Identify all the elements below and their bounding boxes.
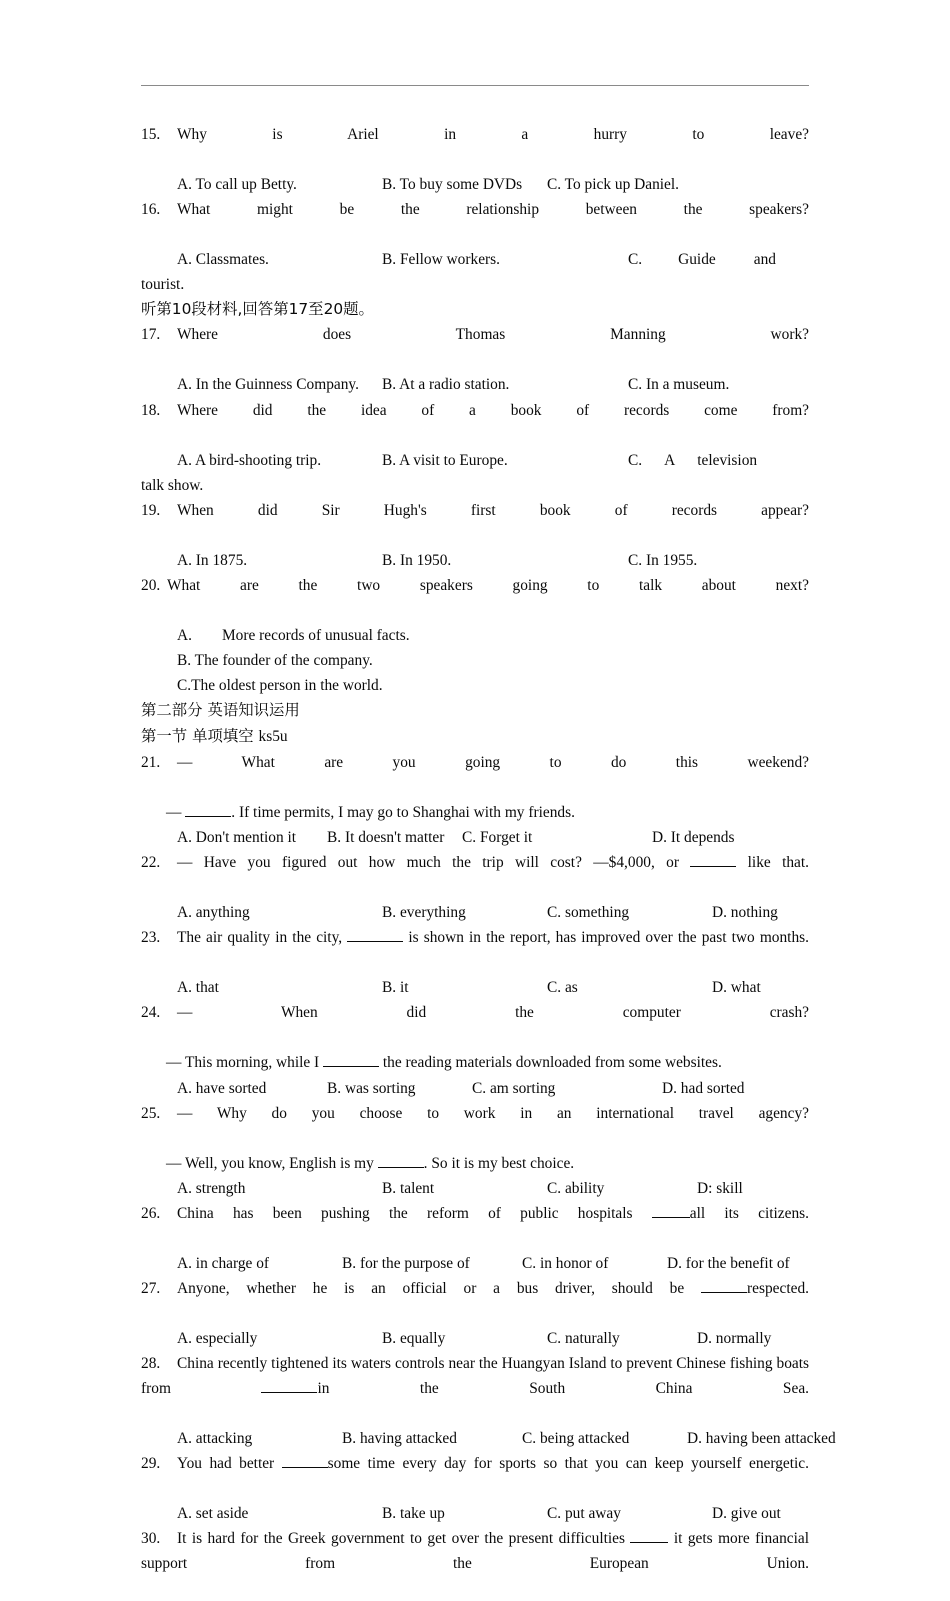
option-c-word2[interactable]: television (697, 451, 758, 469)
option-c[interactable]: C. naturally (547, 1329, 620, 1347)
question-20-option-a[interactable] (141, 623, 809, 648)
option-d[interactable]: D. had sorted (662, 1079, 745, 1097)
document-body (141, 122, 836, 1601)
option-b[interactable]: B. Fellow workers. (382, 251, 500, 269)
answer-blank[interactable] (185, 816, 231, 817)
question-16-option-c-overflow: tourist. (141, 276, 185, 294)
question-30-post: it gets more financial support from the European Union. (141, 1530, 809, 1573)
question-28-stem (141, 1351, 809, 1426)
option-c[interactable]: C. Forget it (462, 829, 533, 847)
option-d[interactable]: D. give out (712, 1505, 781, 1523)
question-24-text: — When did the computer crash? (177, 1004, 809, 1022)
option-a[interactable]: A. Classmates. (177, 251, 269, 269)
question-25-number: 25. (141, 1104, 161, 1122)
question-25-text: — Why do you choose to work in an international travel agency? (177, 1104, 809, 1122)
option-d[interactable]: D. what (712, 979, 761, 997)
option-c[interactable]: C. being attacked (522, 1430, 630, 1448)
question-17-options (141, 372, 809, 397)
option-b[interactable]: B. In 1950. (382, 551, 452, 569)
option-c[interactable]: C. In a museum. (628, 376, 730, 394)
option-b[interactable]: B. To buy some DVDs (382, 176, 523, 194)
option-c[interactable]: C. in honor of (522, 1254, 609, 1272)
section-one-heading (141, 724, 809, 750)
question-24-number: 24. (141, 1004, 161, 1022)
answer-blank[interactable] (690, 866, 736, 867)
answer-blank[interactable] (282, 1467, 328, 1468)
question-22-options (141, 900, 809, 925)
question-23-stem (141, 925, 809, 975)
question-22-number: 22. (141, 854, 161, 872)
question-29-stem (141, 1451, 809, 1501)
option-a-label: A. (177, 626, 192, 644)
question-23-number: 23. (141, 929, 161, 947)
question-29-pre: You had better (177, 1455, 282, 1473)
question-16-stem (141, 197, 809, 247)
option-b[interactable]: B. everything (382, 904, 466, 922)
question-20-number: 20. (141, 576, 161, 594)
question-19-options (141, 548, 809, 573)
option-a-text: More records of unusual facts. (221, 626, 410, 644)
option-b[interactable]: B. for the purpose of (342, 1254, 470, 1272)
option-d[interactable]: D. for the benefit of (667, 1254, 790, 1272)
question-20-text: What are the two speakers going to talk about next? (167, 576, 809, 594)
question-21-line2-post: . If time permits, I may go to Shanghai with my friends. (231, 803, 575, 821)
section-one-heading-cn: 第一节 单项填空 (141, 726, 259, 745)
option-c[interactable]: C. In 1955. (628, 551, 698, 569)
option-a[interactable]: A. In 1875. (177, 551, 248, 569)
option-c[interactable]: C. am sorting (472, 1079, 556, 1097)
option-b[interactable]: B. having attacked (342, 1430, 457, 1448)
option-a[interactable]: A. Don't mention it (177, 829, 297, 847)
question-18-option-c-overflow: talk show. (141, 476, 204, 494)
question-18-options (141, 448, 809, 473)
question-29-number: 29. (141, 1455, 161, 1473)
question-30-pre: It is hard for the Greek government to get over the present difficulties (177, 1530, 631, 1548)
question-27-number: 27. (141, 1279, 161, 1297)
question-17-text: Where does Thomas Manning work? (177, 326, 809, 344)
question-19-number: 19. (141, 501, 161, 519)
option-b[interactable]: B. It doesn't matter (327, 829, 445, 847)
question-26-options (141, 1251, 809, 1276)
question-15-stem (141, 122, 809, 172)
question-24-line1 (141, 1000, 809, 1050)
question-26-pre: China has been pushing the reform of public hospitals (177, 1204, 652, 1222)
option-a[interactable]: A. in charge of (177, 1254, 270, 1272)
question-23-post: is shown in the report, has improved over the past two months. (403, 929, 809, 947)
option-a[interactable]: A. A bird-shooting trip. (177, 451, 322, 469)
option-b[interactable]: B. was sorting (327, 1079, 416, 1097)
option-a[interactable]: A. have sorted (177, 1079, 267, 1097)
answer-blank[interactable] (630, 1542, 668, 1543)
option-c[interactable]: C. as (547, 979, 578, 997)
question-28-number: 28. (141, 1355, 161, 1373)
option-d[interactable]: D. normally (697, 1329, 772, 1347)
option-b[interactable]: B. equally (382, 1329, 446, 1347)
option-d[interactable]: D. It depends (652, 829, 735, 847)
question-27-options (141, 1326, 809, 1351)
question-29-options (141, 1501, 809, 1526)
question-21-line2 (141, 800, 809, 825)
section-one-tag: ks5u (258, 727, 288, 745)
question-22-stem (141, 850, 809, 900)
question-15-text: Why is Ariel in a hurry to leave? (177, 126, 809, 143)
answer-blank[interactable] (323, 1066, 379, 1067)
option-a[interactable]: A. set aside (177, 1505, 249, 1523)
header-rule (141, 85, 809, 86)
question-16-options (141, 247, 809, 272)
question-18-text: Where did the idea of a book of records come from? (177, 401, 809, 419)
answer-blank[interactable] (701, 1292, 747, 1293)
question-25-line2 (141, 1151, 809, 1176)
option-a[interactable]: A. anything (177, 904, 250, 922)
question-28-post: in the South China Sea. (317, 1380, 810, 1398)
option-c[interactable]: C. ability (547, 1179, 605, 1197)
option-a[interactable]: A. To call up Betty. (177, 176, 297, 194)
question-17-stem (141, 322, 809, 372)
option-b[interactable]: B. take up (382, 1505, 445, 1523)
option-c[interactable]: C. something (547, 904, 630, 922)
option-c-label[interactable]: C. (628, 251, 643, 269)
question-26-stem (141, 1201, 809, 1251)
question-28-options (141, 1426, 836, 1451)
question-17-number: 17. (141, 326, 161, 344)
option-b[interactable]: B. talent (382, 1179, 435, 1197)
question-15-options (141, 172, 809, 197)
question-24-options (141, 1076, 809, 1101)
question-19-text: When did Sir Hugh's first book of records appear? (177, 501, 809, 519)
question-25-options (141, 1176, 809, 1201)
question-25-line2-pre: — Well, you know, English is my (166, 1154, 378, 1172)
option-a[interactable]: A. that (177, 979, 219, 997)
option-b[interactable]: B. A visit to Europe. (382, 451, 508, 469)
question-21-text: — What are you going to do this weekend? (177, 753, 809, 771)
option-c-word1[interactable]: A (664, 451, 676, 469)
question-20-option-b[interactable]: B. The founder of the company. (177, 651, 373, 669)
question-21-number: 21. (141, 753, 161, 771)
question-18-stem (141, 398, 809, 448)
option-d[interactable]: D. nothing (712, 904, 778, 922)
question-15-number: 15. (141, 126, 161, 143)
question-28-pre: China recently tightened its waters controls near the Huangyan Island to prevent Chinese fishing boats from (141, 1355, 809, 1398)
option-c[interactable]: C. To pick up Daniel. (547, 176, 680, 194)
option-a[interactable]: A. attacking (177, 1430, 253, 1448)
question-24-line2-post: the reading materials downloaded from some websites. (379, 1054, 722, 1072)
question-25-line1 (141, 1101, 809, 1151)
question-18-number: 18. (141, 401, 161, 419)
question-21-line1 (141, 750, 809, 800)
question-16-text: What might be the relationship between the speakers? (177, 201, 809, 219)
question-22-pre: — Have you figured out how much the trip will cost? —$4,000, or (177, 854, 691, 872)
question-30-number: 30. (141, 1530, 161, 1548)
question-22-post: like that. (736, 854, 809, 872)
question-23-pre: The air quality in the city, (177, 929, 348, 947)
answer-blank[interactable] (347, 941, 403, 942)
option-c-word1[interactable]: Guide (678, 251, 716, 269)
question-20-stem (141, 573, 809, 623)
question-21-options (141, 825, 809, 850)
question-27-stem (141, 1276, 809, 1326)
question-30-stem (141, 1526, 809, 1601)
question-29-post: some time every day for sports so that you can keep yourself energetic. (327, 1455, 809, 1473)
question-24-line2-pre: — This morning, while I (166, 1054, 324, 1072)
answer-blank[interactable] (378, 1167, 424, 1168)
option-d[interactable]: D. having been attacked (687, 1430, 836, 1448)
question-25-line2-post: . So it is my best choice. (423, 1154, 575, 1172)
part-two-heading: 第二部分 英语知识运用 (141, 701, 300, 720)
question-26-number: 26. (141, 1204, 161, 1222)
answer-blank[interactable] (652, 1217, 690, 1218)
question-27-post: respected. (747, 1279, 809, 1297)
option-a[interactable]: A. In the Guinness Company. (177, 376, 359, 394)
question-27-pre: Anyone, whether he is an official or a bus driver, should be (177, 1279, 702, 1297)
option-a[interactable]: A. especially (177, 1329, 258, 1347)
listening-instruction: 听第10段材料,回答第17至20题。 (141, 300, 374, 319)
question-21-line2-pre: — (166, 803, 186, 821)
option-b[interactable]: B. At a radio station. (382, 376, 510, 394)
option-a[interactable]: A. strength (177, 1179, 246, 1197)
option-d[interactable]: D: skill (697, 1179, 743, 1197)
question-20-option-c[interactable]: C.The oldest person in the world. (177, 677, 383, 695)
question-16-number: 16. (141, 201, 161, 219)
question-26-post: all its citizens. (689, 1204, 809, 1222)
question-23-options (141, 975, 809, 1000)
option-b[interactable]: B. it (382, 979, 409, 997)
question-24-line2 (141, 1050, 809, 1075)
answer-blank[interactable] (261, 1392, 317, 1393)
question-19-stem (141, 498, 809, 548)
option-c[interactable]: C. put away (547, 1505, 621, 1523)
option-c-label[interactable]: C. (628, 451, 643, 469)
option-c-word2[interactable]: and (753, 251, 776, 269)
